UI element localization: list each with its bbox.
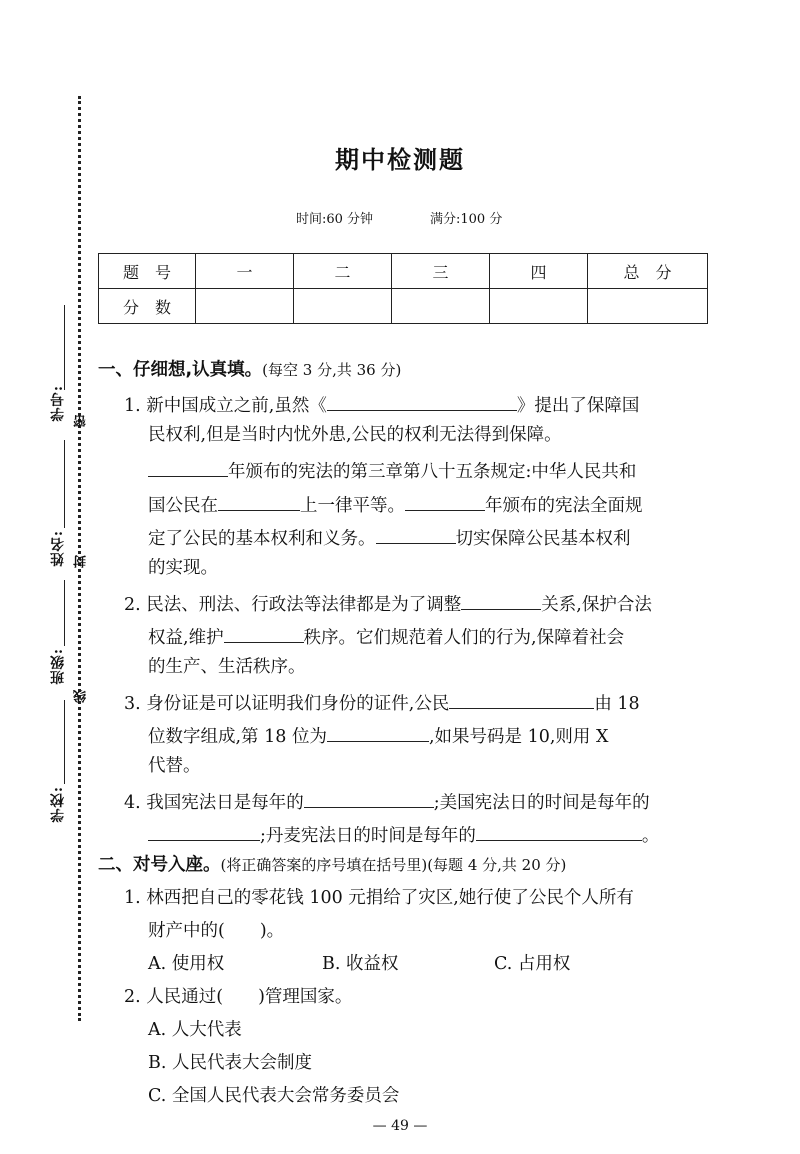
mark-feng: 封 xyxy=(74,555,89,568)
header-cell: 四 xyxy=(490,254,588,289)
header-cell: 总 分 xyxy=(588,254,708,289)
q4-text: 。 xyxy=(641,826,660,846)
q1-line2: 民权利,但是当时内忧外患,公民的权利无法得到保障。 xyxy=(148,425,562,445)
q1-text: 》提出了保障国 xyxy=(516,396,640,416)
header-cell: 三 xyxy=(392,254,490,289)
header-cell: 二 xyxy=(294,254,392,289)
mark-mi: 密 xyxy=(74,415,89,428)
section2-heading: 二、对号入座。 xyxy=(98,855,221,875)
q3-text: 由 18 xyxy=(594,694,640,714)
answer-blank[interactable] xyxy=(327,725,429,742)
s2-q1-option-b[interactable]: B. 收益权 xyxy=(322,954,399,974)
s2-q2-option-a[interactable]: A. 人大代表 xyxy=(148,1020,242,1040)
q1-text: 定了公民的基本权利和义务。 xyxy=(148,529,376,549)
section1-header xyxy=(98,362,401,380)
header-cell: 一 xyxy=(196,254,294,289)
answer-blank[interactable] xyxy=(224,626,304,643)
score-table-header-row xyxy=(99,254,708,289)
q2-line3: 的生产、生活秩序。 xyxy=(148,657,306,677)
section2-note: (将正确答案的序号填在括号里)(每题 4 分,共 20 分) xyxy=(220,856,567,874)
q3-line2 xyxy=(148,725,608,747)
q1-line6: 的实现。 xyxy=(148,558,218,578)
q1-line3 xyxy=(148,460,636,482)
header-cell: 题 号 xyxy=(99,254,196,289)
score-table-score-row xyxy=(99,289,708,324)
q1-line1 xyxy=(124,394,639,416)
q2-text: 秩序。它们规范着人们的行为,保障着社会 xyxy=(303,628,625,648)
s2-q2-option-c[interactable]: C. 全国人民代表大会常务委员会 xyxy=(148,1086,400,1106)
q1-text: 切实保障公民基本权利 xyxy=(455,529,631,549)
q4-text: ;丹麦宪法日的时间是每年的 xyxy=(260,826,476,846)
q4-line2 xyxy=(148,824,659,846)
page-title: 期中检测题 xyxy=(335,146,465,174)
student-id-line xyxy=(64,305,65,390)
answer-blank[interactable] xyxy=(148,460,228,477)
q3-text: ,如果号码是 10,则用 X xyxy=(428,727,609,747)
section2-header xyxy=(98,857,566,875)
s2-q2-option-b[interactable]: B. 人民代表大会制度 xyxy=(148,1053,312,1073)
full-score: 满分:100 分 xyxy=(430,212,503,227)
answer-blank[interactable] xyxy=(376,527,456,544)
q2-text: 2. 民法、刑法、行政法等法律都是为了调整 xyxy=(124,595,462,615)
mark-xian: 线 xyxy=(74,690,89,703)
score-cell[interactable] xyxy=(490,289,588,324)
school-line xyxy=(64,700,65,784)
answer-blank[interactable] xyxy=(327,394,517,411)
q3-line3: 代替。 xyxy=(148,756,201,776)
q1-line5 xyxy=(148,527,631,549)
s2-q1-option-a[interactable]: A. 使用权 xyxy=(148,954,225,974)
student-id-label: 学号: xyxy=(50,385,66,422)
class-label: 班级: xyxy=(50,648,66,685)
answer-blank[interactable] xyxy=(148,824,260,841)
q2-line1 xyxy=(124,593,652,615)
q1-text: 国公民在 xyxy=(148,496,218,516)
name-line xyxy=(64,440,65,528)
q3-line1 xyxy=(124,692,640,714)
score-cell[interactable] xyxy=(294,289,392,324)
answer-blank[interactable] xyxy=(405,494,485,511)
exam-time: 时间:60 分钟 xyxy=(296,212,374,227)
class-line xyxy=(64,580,65,646)
score-cell[interactable] xyxy=(196,289,294,324)
q3-text: 3. 身份证是可以证明我们身份的证件,公民 xyxy=(124,694,450,714)
section1-note: (每空 3 分,共 36 分) xyxy=(262,361,402,379)
s2-q1-line1: 1. 林西把自己的零花钱 100 元捐给了灾区,她行使了公民个人所有 xyxy=(124,888,634,908)
q1-text: 1. 新中国成立之前,虽然《 xyxy=(124,396,327,416)
score-row-label: 分 数 xyxy=(99,289,196,324)
section1-heading: 一、仔细想,认真填。 xyxy=(98,360,263,380)
page-number: — 49 — xyxy=(372,1118,428,1134)
s2-q2-line1: 2. 人民通过( )管理国家。 xyxy=(124,987,353,1007)
q3-text: 位数字组成,第 18 位为 xyxy=(148,727,327,747)
answer-blank[interactable] xyxy=(461,593,541,610)
answer-blank[interactable] xyxy=(218,494,300,511)
q4-line1 xyxy=(124,791,650,813)
score-cell[interactable] xyxy=(588,289,708,324)
s2-q1-line2: 财产中的( )。 xyxy=(148,921,285,941)
score-cell[interactable] xyxy=(392,289,490,324)
answer-blank[interactable] xyxy=(476,824,642,841)
s2-q1-option-c[interactable]: C. 占用权 xyxy=(494,954,571,974)
q2-line2 xyxy=(148,626,624,648)
name-label: 姓名: xyxy=(50,530,66,567)
school-label: 学校: xyxy=(50,786,66,823)
q1-line4 xyxy=(148,494,643,516)
q4-text: ;美国宪法日的时间是每年的 xyxy=(433,793,650,813)
q1-text: 上一律平等。 xyxy=(300,496,405,516)
answer-blank[interactable] xyxy=(304,791,434,808)
q1-text: 年颁布的宪法的第三章第八十五条规定:中华人民共和 xyxy=(228,462,637,482)
q2-text: 关系,保护合法 xyxy=(541,595,652,615)
score-table xyxy=(98,253,708,324)
answer-blank[interactable] xyxy=(449,692,594,709)
q4-text: 4. 我国宪法日是每年的 xyxy=(124,793,304,813)
q1-text: 年颁布的宪法全面规 xyxy=(485,496,643,516)
q2-text: 权益,维护 xyxy=(148,628,224,648)
